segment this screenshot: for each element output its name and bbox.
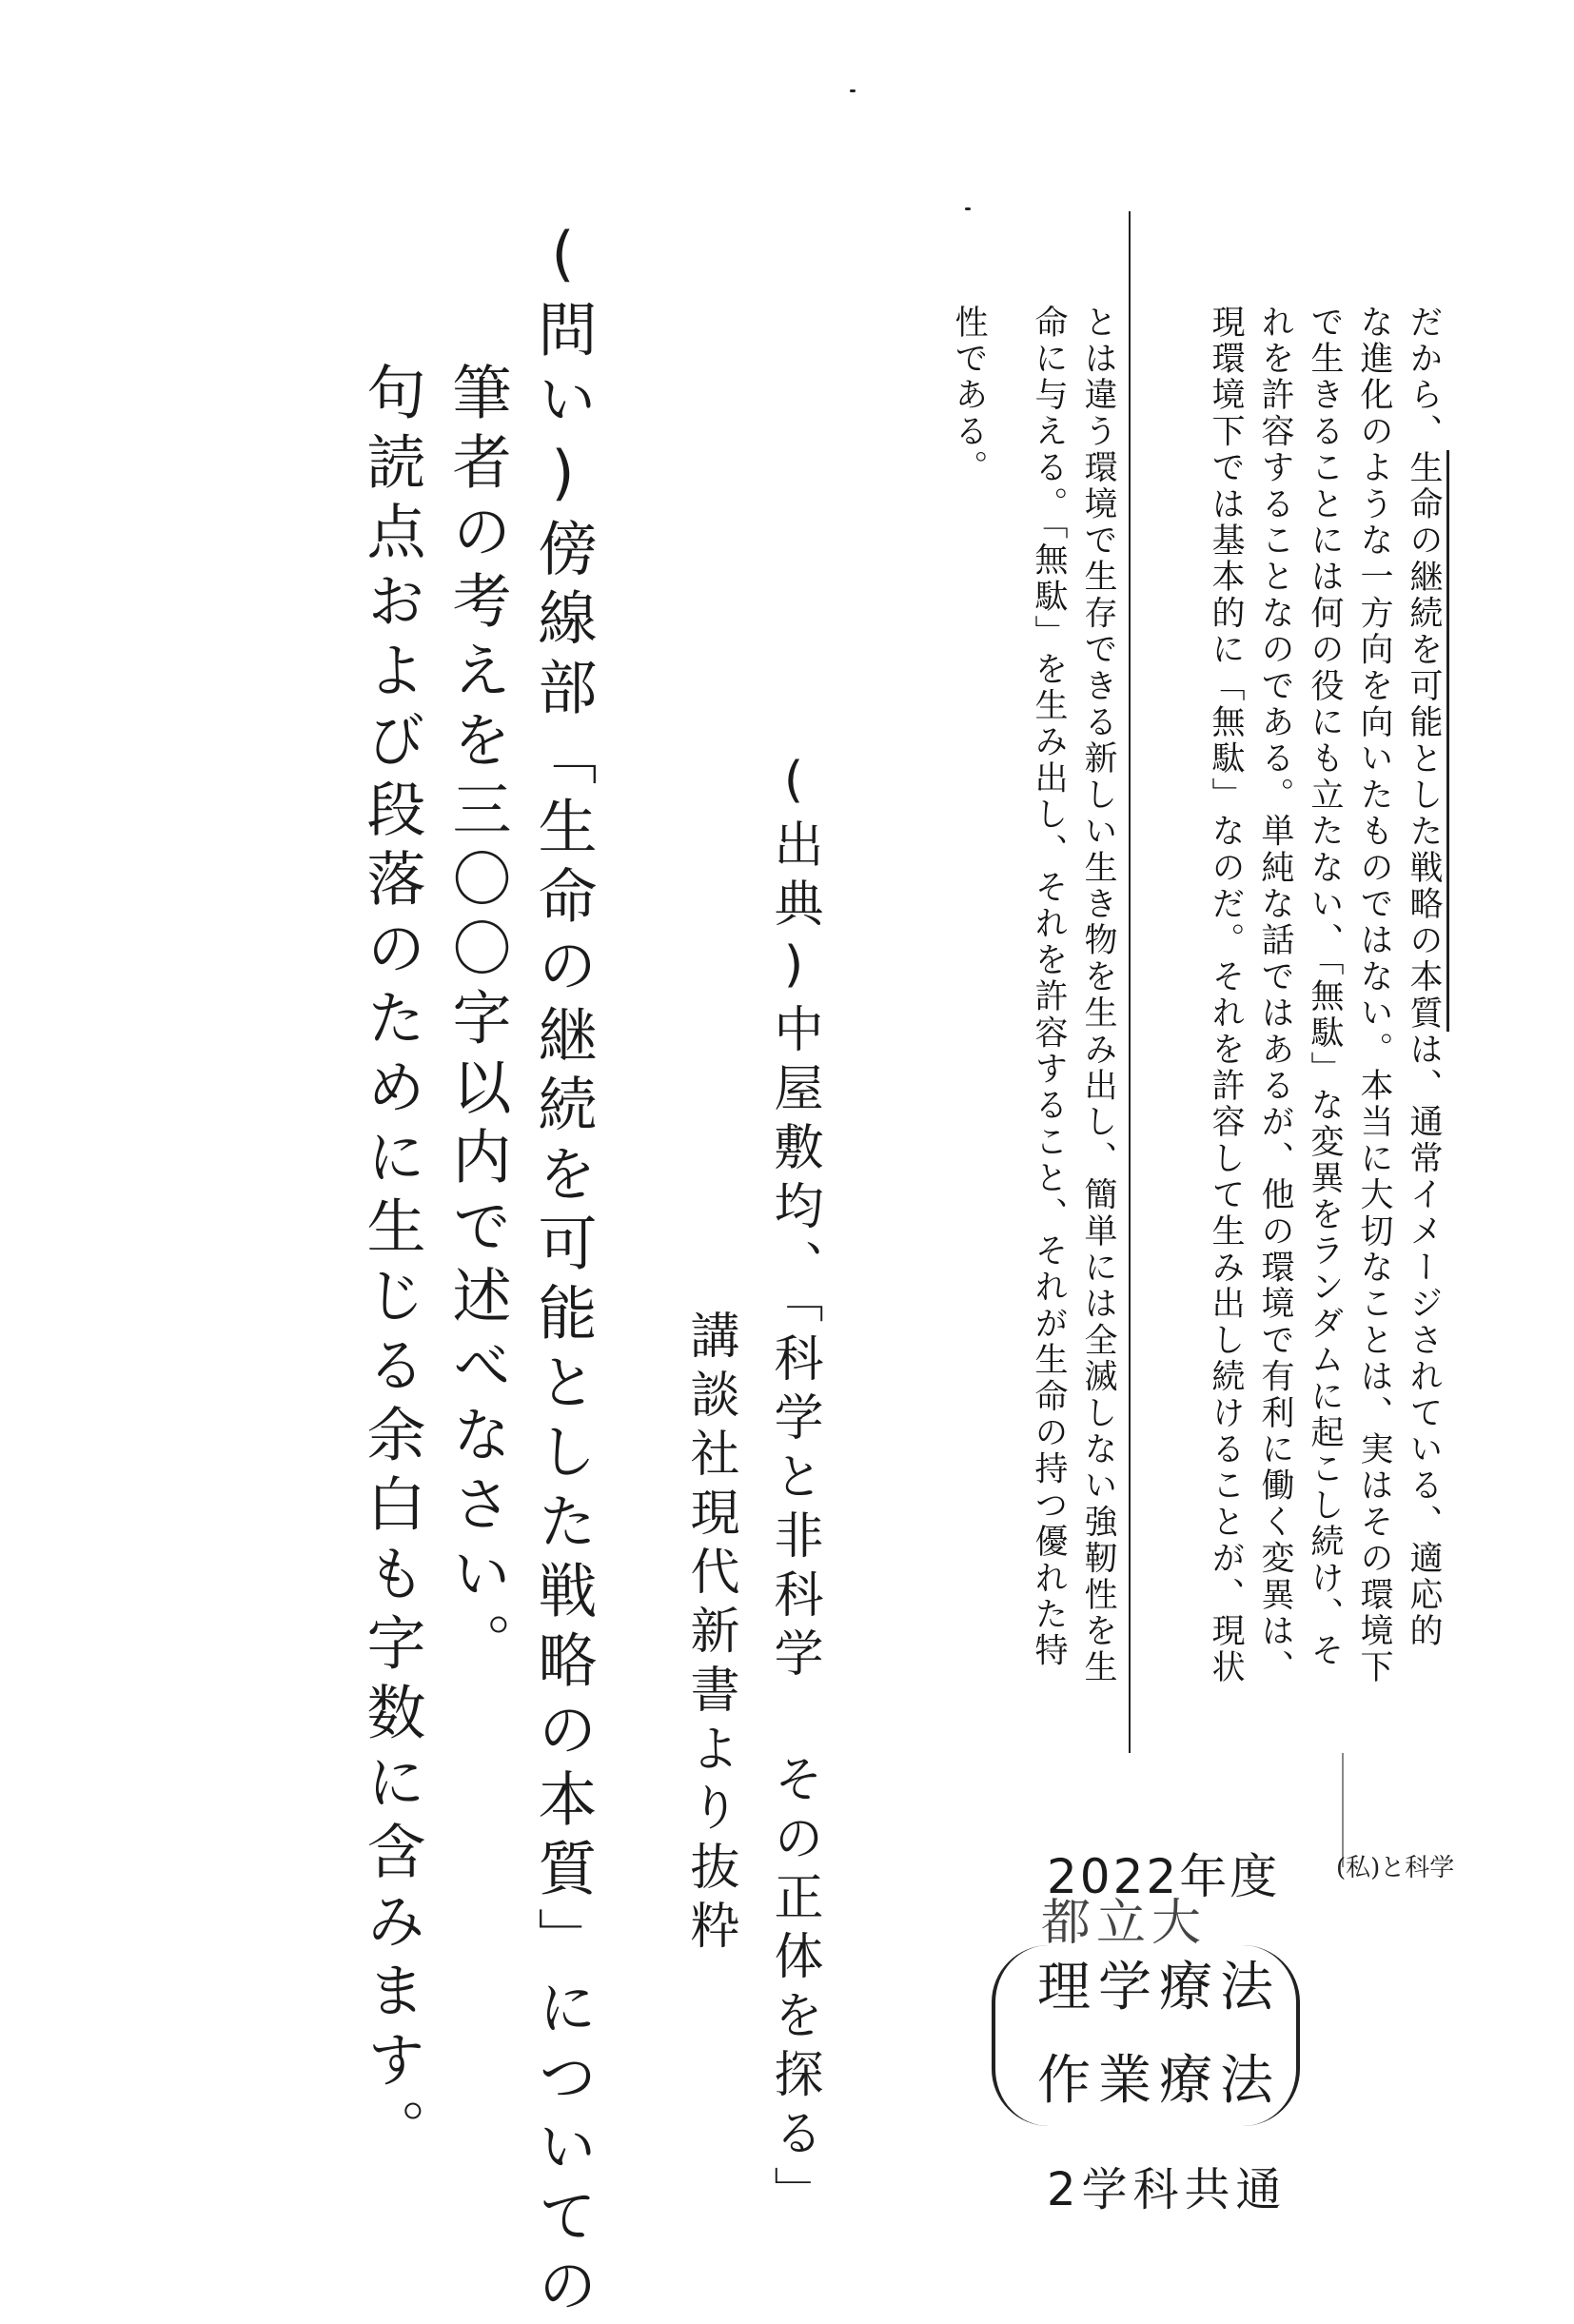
printed-passage (952, 305, 1446, 1742)
passage-text: れを許容することなのである。単純な話ではあるが、他の環境で有利に働く変異は、 (1256, 305, 1294, 1686)
university-note: 都立大 (1041, 1895, 1208, 1952)
underlined-phrase: 生命の継続を可能とした戦略の本質 (1405, 450, 1449, 1032)
exam-year-note: 2022年度 (1047, 1849, 1281, 1904)
department-ot-note: 作業療法 (1037, 2050, 1281, 2112)
source-citation-line-1: (出典)中屋敷均、「科学と非科学 その正体を探る」 (765, 752, 822, 2225)
common-note: 2学科共通 (1047, 2163, 1288, 2216)
passage-column-6 (1079, 305, 1117, 1742)
passage-text: は、通常イメージされている、適応的 (1405, 1032, 1443, 1650)
passage-column-5 (1207, 305, 1245, 1742)
passage-text: 現環境下では基本的に「無駄」なのだ。それを許容して生み出し続けることが、現状 (1207, 305, 1245, 1686)
passage-column-7 (1030, 305, 1068, 1742)
question-line-3: 句読点および段落のために生じる余白も字数に含みます。 (357, 362, 426, 2168)
passage-column-2 (1355, 305, 1393, 1742)
passage-text: だから、 (1405, 305, 1443, 450)
scan-speck (965, 207, 971, 210)
passage-text: で生きることには何の役にも立たない、「無駄」な変異をランダムに起こし続け、そ (1306, 305, 1344, 1670)
passage-text: とは違う環境で生存できる新しい生き物を生み出し、簡単には全滅しない強靭性を生 (1079, 305, 1117, 1686)
passage-column-3 (1306, 305, 1344, 1742)
passage-text: 命に与える。「無駄」を生み出し、それを許容すること、それが生命の持つ優れた特 (1030, 305, 1068, 1670)
question-line-2: 筆者の考えを三〇〇字以内で述べなさい。 (443, 362, 512, 1682)
passage-column-8 (950, 305, 988, 1742)
passage-column-1 (1405, 305, 1443, 1742)
scan-speck (850, 89, 856, 92)
question-line-1: (問い)傍線部「生命の継続を可能とした戦略の本質」についての (528, 219, 598, 2324)
passage-text: な進化のような一方向を向いたものではない。本当に大切なことは、実はその環境下 (1355, 305, 1393, 1686)
department-pt-note: 理学療法 (1037, 1957, 1281, 2019)
passage-column-4 (1256, 305, 1294, 1742)
source-citation-line-2: 講談社現代新書より抜粋 (681, 1310, 738, 1959)
passage-text: 性である。 (950, 305, 988, 486)
printed-source-fragment: (私)と科学 (1336, 1854, 1455, 1882)
